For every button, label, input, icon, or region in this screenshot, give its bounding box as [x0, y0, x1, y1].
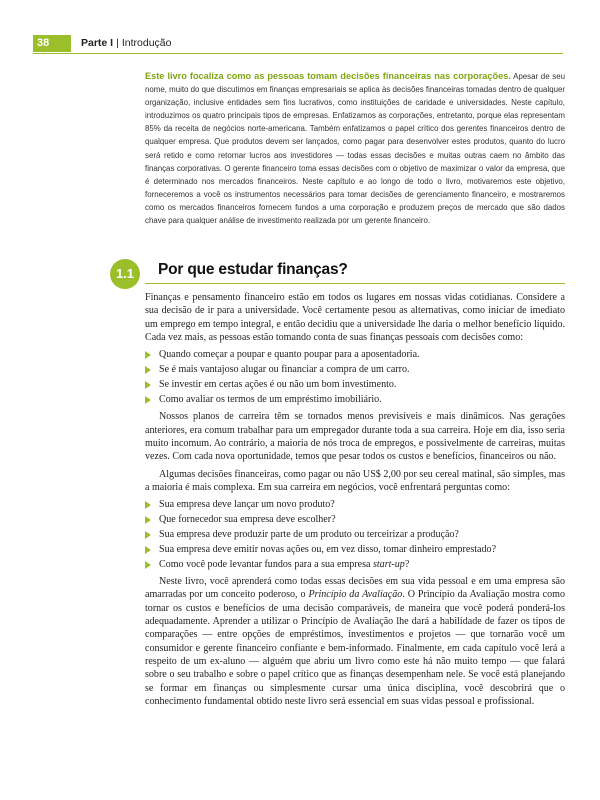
- bullet-arrow-icon: [145, 381, 151, 389]
- list-item-text: Quando começar a poupar e quanto poupar para a aposentadoria.: [159, 349, 420, 361]
- running-head-text: [81, 35, 171, 52]
- list-item: [145, 393, 565, 406]
- list-item-emphasis: start-up: [372, 558, 405, 570]
- list-item: [145, 528, 565, 541]
- list-item: [145, 498, 565, 511]
- paragraph-3: Algumas decisões financeiras, como pagar ou não US$ 2,00 por seu cereal matinal, são simples, mas a maioria é mais complexa. Em sua carreira em negócios, você enfrentará perguntas como:: [145, 468, 565, 493]
- intro-lead: Este livro focaliza como as pessoas tomam decisões financeiras nas corporações.: [145, 71, 511, 81]
- list-item: [145, 363, 565, 376]
- list-item-text: Sua empresa deve emitir novas ações ou, em vez disso, tomar dinheiro emprestado?: [159, 543, 497, 555]
- bullet-arrow-icon: [145, 351, 151, 359]
- bullet-arrow-icon: [145, 501, 151, 509]
- separator: |: [116, 37, 119, 49]
- chapter-intro: [145, 70, 565, 227]
- list-item-text-end: ?: [404, 558, 410, 570]
- bullet-arrow-icon: [145, 531, 151, 539]
- valuation-principle-term: Princípio da Avaliação: [308, 589, 403, 601]
- list-item-text: Como avaliar os termos de um empréstimo imobiliário.: [159, 393, 382, 405]
- paragraph-4-start: Neste livro, você aprenderá como todas essas decisões em sua vida pessoal e em uma empresa são amarradas por um conceito poderoso, o: [145, 576, 565, 601]
- bullet-arrow-icon: [145, 396, 151, 404]
- list-item: [145, 348, 565, 361]
- list-item: [145, 543, 565, 556]
- paragraph-4: [145, 575, 565, 708]
- running-header: [33, 35, 563, 54]
- list-item-text: Se é mais vantajoso alugar ou financiar a compra de um carro.: [159, 364, 410, 376]
- intro-text: Apesar de seu nome, muito do que discutimos em finanças empresariais se aplica às decisões financeiras tomadas dentro de qualquer organização, inclusive entidades sem fins lucrativos, como instituições de caridade e universidades. Neste capítulo, introduzimos os quatro principais tipos de empresas. Enfatizamos as corporações, entretanto, porque elas representam 85% da receita de negócios norte-americana. Também enfatizamos o papel crítico dos gerentes financeiros dentro de qualquer empresa. Que produtos devem ser lançados, como pagar para desenvolver estes produtos, quanto do lucro será retido e como retornar lucros aos investidores — todas essas decisões e muitas outras caem no âmbito das finanças corporativas. O gerente financeiro toma essas decisões com o objetivo de maximizar o valor da empresa, que é determinado nos mercados financeiros. Neste capítulo e ao longo de todo o livro, motivaremos este objetivo, forneceremos a você os instrumentos necessários para tomar decisões de gerenciamento financeiro, e mostraremos como os mercados financeiros fornecem fundos a uma corporação e produzem preços de mercado que são dados chave para qualquer análise de investimento realizada por um gerente financeiro.: [145, 72, 565, 226]
- list-item-text-start: Como você pode levantar fundos para a sua empresa: [159, 558, 373, 570]
- paragraph-2: Nossos planos de carreira têm se tornados menos previsíveis e mais dinâmicos. Nas gerações anteriores, era comum trabalhar para um empregador durante toda a sua carreira. Hoje em dia, isso seria muito incomum. Ao contrário, a maioria de nós troca de empregos, e possivelmente de carreiras, muitas vezes. Com cada nova oportunidade, temos que pesar todos os custos e benefícios, financeiros ou não.: [145, 411, 565, 463]
- paragraph-1: Finanças e pensamento financeiro estão em todos os lugares em nossas vidas cotidianas. Considere a sua decisão de ir para a universidade. Você certamente pesou as alternativas, como iniciar de imediato um emprego em tempo integral, e então decidiu que a universidade lhe daria o melhor benefício líquido. Cada vez mais, as pessoas estão tomando conta de suas finanças pessoais com decisões como:: [145, 292, 565, 344]
- bullet-arrow-icon: [145, 516, 151, 524]
- list-item: [145, 558, 565, 571]
- personal-decisions-list: [145, 348, 565, 406]
- list-item: [145, 513, 565, 526]
- list-item-text: Sua empresa deve produzir parte de um produto ou terceirizar a produção?: [159, 529, 459, 540]
- list-item-text: [159, 559, 409, 570]
- body-text: [145, 291, 565, 712]
- section-label: Introdução: [121, 37, 172, 49]
- list-item-text: Se investir em certas ações é ou não um bom investimento.: [159, 379, 397, 391]
- part-label: Parte I: [81, 37, 114, 49]
- list-item-text: Que fornecedor sua empresa deve escolher?: [159, 514, 336, 526]
- page-number: 38: [33, 35, 71, 52]
- list-item-text: Sua empresa deve lançar um novo produto?: [159, 499, 335, 511]
- section-divider: [145, 283, 565, 284]
- bullet-arrow-icon: [145, 561, 151, 569]
- list-item: [145, 378, 565, 391]
- bullet-arrow-icon: [145, 546, 151, 554]
- section-title: Por que estudar finanças?: [158, 261, 348, 278]
- bullet-arrow-icon: [145, 366, 151, 374]
- section-number-badge: 1.1: [110, 259, 140, 289]
- paragraph-4-end: . O Princípio da Avaliação mostra como tornar os custos e benefícios de uma decisão comparáveis, de maneira que você poderá ponderá-los adequadamente. Aprender a utilizar o Princípio de Avaliação lhe dará a habilidade de fazer os tipos de comparações — entre opções de empréstimos, investimentos e projetos — que tornarão você um consumidor e gerente financeiro confiante e bem-informado. Finalmente, em cada capítulo você lerá a respeito de um ex-aluno — alguém que abriu um livro como este há não muito tempo — que falará sobre o seu trabalho e sobre o papel crítico que as finanças desempenham nele. Se você está planejando se formar em finanças ou simplesmente cursar uma única disciplina, você descobrirá que o conhecimento fundamental obtido neste livro será essencial em suas vidas pessoal e profissional.: [145, 589, 565, 708]
- business-questions-list: [145, 498, 565, 571]
